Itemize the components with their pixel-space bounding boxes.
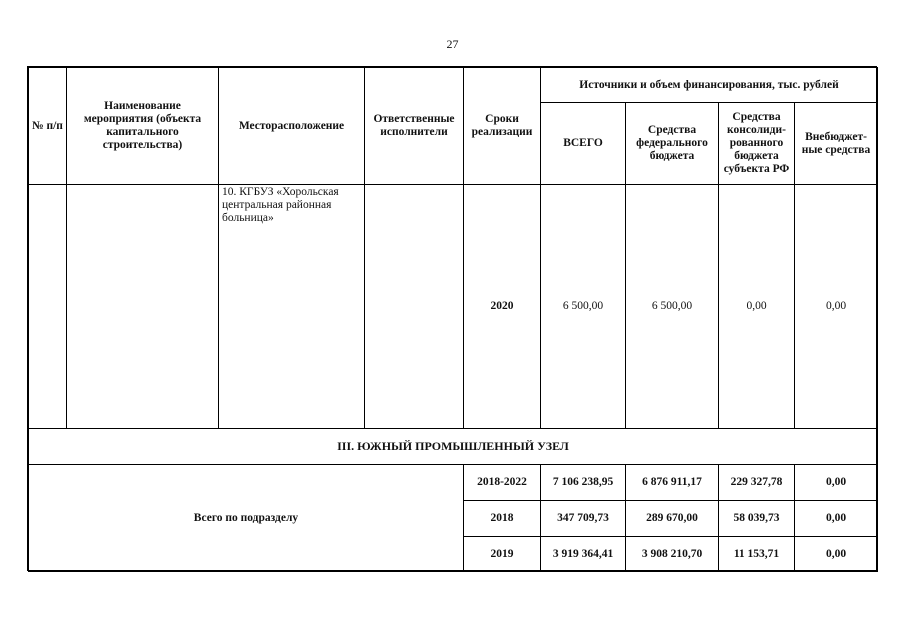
subtotal-extra: 0,00	[794, 500, 878, 537]
row-name-cell	[66, 184, 219, 429]
section-title: III. ЮЖНЫЙ ПРОМЫШЛЕННЫЙ УЗЕЛ	[28, 428, 878, 465]
subtotal-regional: 229 327,78	[718, 464, 795, 501]
subtotal-federal: 289 670,00	[625, 500, 719, 537]
financing-table	[27, 66, 877, 571]
header-total: ВСЕГО	[540, 102, 626, 185]
subtotal-total: 347 709,73	[540, 500, 626, 537]
subtotal-period: 2018-2022	[463, 464, 541, 501]
header-terms: Сроки реализации	[463, 67, 541, 185]
header-number: № п/п	[28, 67, 67, 185]
subtotal-federal: 6 876 911,17	[625, 464, 719, 501]
row-total-cell: 6 500,00	[540, 184, 626, 429]
header-responsible: Ответственные исполнители	[364, 67, 464, 185]
subtotal-period: 2018	[463, 500, 541, 537]
header-name: Наименование мероприятия (объекта капитального строительства)	[66, 67, 219, 185]
header-location: Месторасположение	[218, 67, 365, 185]
row-year-cell: 2020	[463, 184, 541, 429]
subtotal-regional: 58 039,73	[718, 500, 795, 537]
row-extra-cell: 0,00	[794, 184, 878, 429]
subtotal-label: Всего по подразделу	[28, 464, 464, 572]
header-extra: Внебюджет-ные средства	[794, 102, 878, 185]
subtotal-extra: 0,00	[794, 464, 878, 501]
row-regional-cell: 0,00	[718, 184, 795, 429]
subtotal-federal: 3 908 210,70	[625, 536, 719, 572]
subtotal-period: 2019	[463, 536, 541, 572]
header-regional: Средства консолиди-рованного бюджета субъекта РФ	[718, 102, 795, 185]
subtotal-total: 7 106 238,95	[540, 464, 626, 501]
row-responsible-cell	[364, 184, 464, 429]
page-number: 27	[446, 37, 459, 51]
row-location-cell: 10. КГБУЗ «Хорольская центральная районная больница»	[218, 184, 365, 429]
subtotal-total: 3 919 364,41	[540, 536, 626, 572]
row-federal-cell: 6 500,00	[625, 184, 719, 429]
header-federal: Средства федерального бюджета	[625, 102, 719, 185]
row-number-cell	[28, 184, 67, 429]
subtotal-extra: 0,00	[794, 536, 878, 572]
header-sources: Источники и объем финансирования, тыс. рублей	[540, 67, 878, 103]
subtotal-regional: 11 153,71	[718, 536, 795, 572]
